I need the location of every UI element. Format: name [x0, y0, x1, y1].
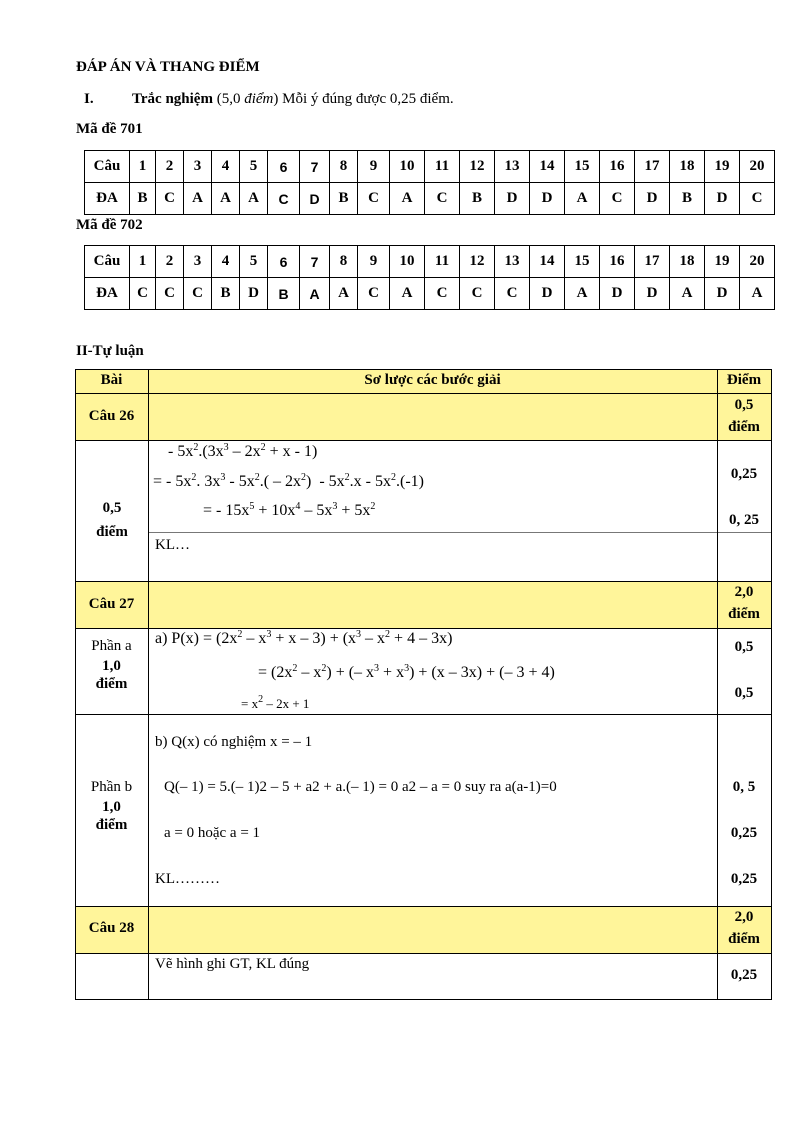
question-number-cell: 4 — [212, 151, 240, 183]
answer-cell: C — [358, 183, 390, 215]
answer-cell: A — [740, 278, 775, 310]
answer-cell: D — [600, 278, 635, 310]
scoring-note: Mỗi ý đúng được 0,25 điểm. — [278, 91, 454, 107]
cau28-score-1: 0,25 — [730, 967, 758, 983]
question-number-cell: 19 — [705, 246, 740, 278]
cau27-b-score-2: 0,25 — [730, 825, 758, 841]
question-number-cell: 11 — [425, 246, 460, 278]
question-number-cell: 18 — [670, 246, 705, 278]
answer-cell: A — [330, 278, 358, 310]
cau26-expression-line2: = - $5x^2$. $3x^3 - 5x^2.( - 2x^2) - 5x^2.x - 5x^2.(-1)$ — [153, 472, 424, 490]
question-number-cell: 3 — [184, 246, 212, 278]
question-number-cell: 9 — [358, 246, 390, 278]
answer-row — [85, 278, 775, 310]
cau27-part-b-label — [75, 779, 148, 834]
question-number-cell: 1 — [130, 246, 156, 278]
row-header-answer: ĐA — [85, 278, 130, 310]
cau26-label: Câu 26 — [88, 408, 135, 424]
answer-cell: C — [130, 278, 156, 310]
question-number-cell: 15 — [565, 151, 600, 183]
part-a-title: Phần a — [91, 638, 132, 654]
cau27-b-line2: Q(– 1) = 5.(– 1)2 – 5 + a2 + a.(– 1) = 0 a2 – a = 0 suy ra a(a-1)=0 — [164, 779, 557, 795]
question-number-cell: 12 — [460, 151, 495, 183]
question-number-cell: 6 — [268, 246, 300, 278]
header-steps: Sơ lược các bước giải — [364, 372, 501, 388]
cau28-line1: Vẽ hình ghi GT, KL đúng — [155, 956, 310, 972]
cau27-b-line3: a = 0 hoặc a = 1 — [164, 825, 261, 841]
question-number-cell: 16 — [600, 151, 635, 183]
cau27-b-line4: KL……… — [155, 871, 220, 887]
header-diem: Điểm — [726, 372, 762, 388]
question-number-cell: 20 — [740, 246, 775, 278]
answer-cell: B — [460, 183, 495, 215]
question-number-cell: 11 — [425, 151, 460, 183]
question-number-cell: 14 — [530, 151, 565, 183]
answer-cell: D — [705, 183, 740, 215]
answer-cell: B — [268, 278, 300, 310]
cau26-score-2: 0, 25 — [729, 512, 759, 528]
answer-cell: D — [530, 183, 565, 215]
cau27-part-a-label — [75, 638, 148, 693]
section-essay-heading: II-Tự luận — [76, 343, 144, 359]
cau28-row — [75, 906, 772, 953]
cau27-row — [75, 581, 772, 628]
question-number-cell: 8 — [330, 246, 358, 278]
cau27-a-score-2: 0,5 — [734, 685, 754, 701]
answer-cell: D — [240, 278, 268, 310]
cau27-b-score-1: 0, 5 — [732, 779, 756, 795]
cau28-label: Câu 28 — [88, 920, 135, 936]
row-header-answer: ĐA — [85, 183, 130, 215]
cau27-b-line1: b) Q(x) có nghiệm x = – 1 — [155, 734, 313, 750]
cau27-a-line2: = $(2x^2 - x^2)$ + (– $x^3 + x^3) + (x - 3x)$ + (– 3 + 4) — [258, 663, 555, 681]
cau26-points-value: 0,5 — [734, 397, 754, 413]
cau26-side-value: 0,5 — [102, 500, 122, 516]
question-number-cell: 1 — [130, 151, 156, 183]
answer-cell: A — [390, 278, 425, 310]
question-number-cell: 7 — [300, 151, 330, 183]
cau26-expression-line3: = - $15x^5 + 10x^4 - 5x^3 + 5x^2$ — [203, 501, 376, 519]
question-number-cell: 19 — [705, 151, 740, 183]
question-number-row — [85, 151, 775, 183]
answer-cell: C — [156, 278, 184, 310]
question-number-cell: 13 — [495, 246, 530, 278]
question-number-cell: 10 — [390, 151, 425, 183]
question-number-cell: 18 — [670, 151, 705, 183]
answer-row — [85, 183, 775, 215]
answer-cell: A — [565, 183, 600, 215]
answer-cell: D — [635, 278, 670, 310]
cau26-row — [75, 393, 772, 440]
question-number-cell: 4 — [212, 246, 240, 278]
points-word: điểm — [244, 91, 274, 107]
cau27-a-line1: a) $P(x) = (2x^2 - x^3 + x - 3) + (x^3 - x^2 + 4 - 3x)$ — [155, 629, 453, 647]
question-number-cell: 16 — [600, 246, 635, 278]
answer-cell: A — [184, 183, 212, 215]
answer-cell: D — [705, 278, 740, 310]
answer-cell: C — [184, 278, 212, 310]
question-number-cell: 2 — [156, 246, 184, 278]
question-number-cell: 6 — [268, 151, 300, 183]
question-number-cell: 12 — [460, 246, 495, 278]
cau27-a-line3: = $x^2 - 2x + 1$ — [241, 694, 310, 711]
question-number-cell: 9 — [358, 151, 390, 183]
answer-cell: C — [425, 183, 460, 215]
cau27-a-score-1: 0,5 — [734, 639, 754, 655]
question-number-cell: 10 — [390, 246, 425, 278]
question-number-cell: 13 — [495, 151, 530, 183]
cau27-points-unit: điểm — [728, 606, 760, 622]
answer-cell: A — [565, 278, 600, 310]
question-number-cell: 5 — [240, 246, 268, 278]
exam-code-label: Mã đề 702 — [76, 217, 143, 233]
answer-cell: D — [635, 183, 670, 215]
cau28-points-value: 2,0 — [734, 909, 754, 925]
question-number-cell: 20 — [740, 151, 775, 183]
row-header-question: Câu — [85, 151, 130, 183]
part-b-title: Phần b — [90, 779, 133, 795]
cau27-b-score-3: 0,25 — [730, 871, 758, 887]
cau26-conclusion: KL… — [155, 537, 190, 553]
answer-cell: C — [425, 278, 460, 310]
part-b-unit: điểm — [95, 817, 128, 833]
answer-cell: C — [495, 278, 530, 310]
question-number-cell: 2 — [156, 151, 184, 183]
answer-cell: A — [300, 278, 330, 310]
exam-code-label: Mã đề 701 — [76, 121, 143, 137]
cau26-expression-line1: - $5x^2.(3x^3 - 2x^2 + x - 1)$ — [168, 442, 318, 460]
question-number-cell: 8 — [330, 151, 358, 183]
part-a-unit: điểm — [95, 676, 128, 692]
question-number-cell: 3 — [184, 151, 212, 183]
answer-cell: C — [268, 183, 300, 215]
answer-cell: B — [212, 278, 240, 310]
cau26-score-1: 0,25 — [730, 466, 758, 482]
points-close: ) — [273, 91, 279, 107]
answer-cell: C — [460, 278, 495, 310]
question-number-cell: 14 — [530, 246, 565, 278]
cau28-points-unit: điểm — [728, 931, 760, 947]
answer-cell: D — [530, 278, 565, 310]
answer-cell: B — [130, 183, 156, 215]
cau27-points-value: 2,0 — [734, 584, 754, 600]
answer-cell: A — [390, 183, 425, 215]
part-b-points: 1,0 — [102, 799, 121, 815]
row-header-question: Câu — [85, 246, 130, 278]
answer-table-702 — [84, 245, 775, 310]
question-number-cell: 5 — [240, 151, 268, 183]
answer-cell: A — [212, 183, 240, 215]
answer-cell: C — [156, 183, 184, 215]
question-number-cell: 15 — [565, 246, 600, 278]
cau27-label: Câu 27 — [88, 596, 135, 612]
answer-cell: A — [670, 278, 705, 310]
answer-cell: C — [740, 183, 775, 215]
answer-cell: C — [358, 278, 390, 310]
answer-cell: A — [240, 183, 268, 215]
section-number: I. — [84, 91, 94, 107]
points-open: (5,0 — [212, 91, 245, 107]
question-number-row — [85, 246, 775, 278]
cau26-side-unit: điểm — [96, 524, 128, 540]
answer-cell: D — [300, 183, 330, 215]
answer-cell: D — [495, 183, 530, 215]
answer-table-701 — [84, 150, 775, 215]
page-title: ĐÁP ÁN VÀ THANG ĐIỂM — [76, 59, 260, 75]
answer-cell: B — [330, 183, 358, 215]
essay-answer-table — [75, 369, 772, 1000]
question-number-cell: 17 — [635, 246, 670, 278]
header-bai: Bài — [100, 372, 123, 388]
cau26-points-unit: điểm — [728, 419, 760, 435]
section-heading: Trắc nghiệm — [132, 91, 213, 107]
section-multiple-choice-heading — [84, 91, 454, 108]
answer-cell: C — [600, 183, 635, 215]
part-a-points: 1,0 — [102, 658, 121, 674]
question-number-cell: 7 — [300, 246, 330, 278]
answer-cell: B — [670, 183, 705, 215]
question-number-cell: 17 — [635, 151, 670, 183]
